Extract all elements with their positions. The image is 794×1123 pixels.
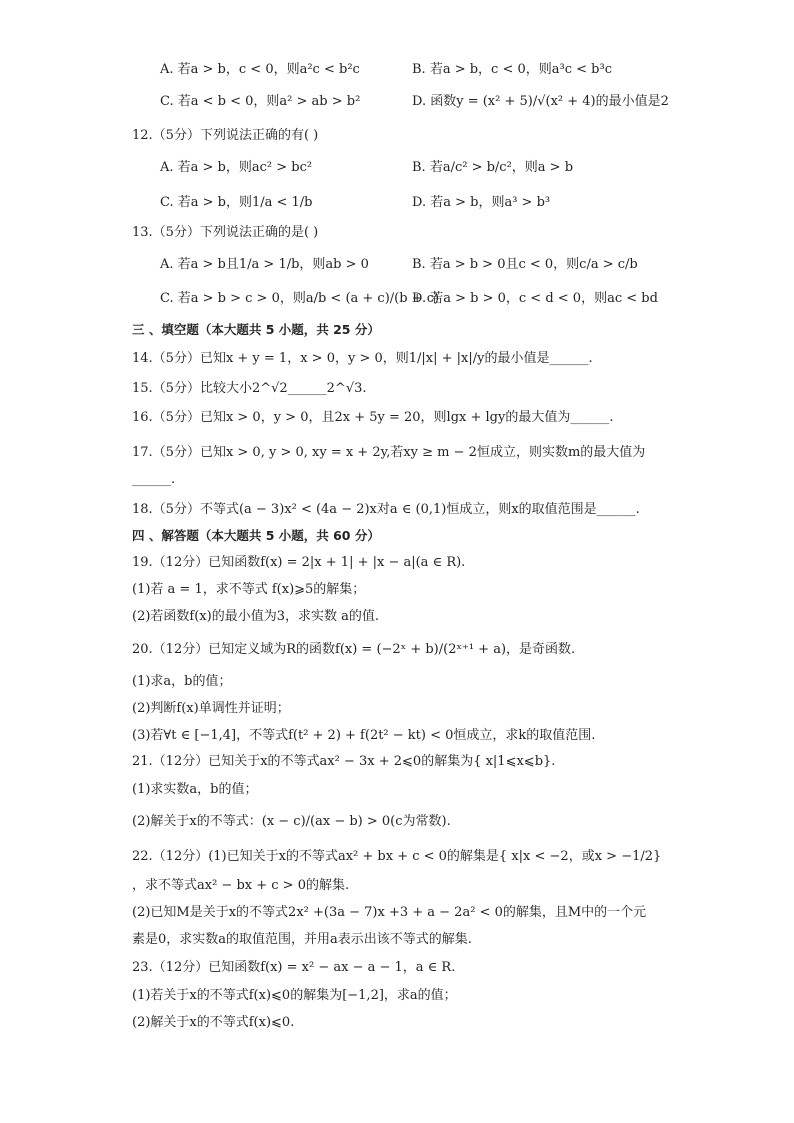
answer-option: D. 函数y = (x² + 5)/√(x² + 4)的最小值是2: [412, 94, 669, 109]
answer-option: B. 若a/c² > b/c²，则a > b: [412, 160, 574, 175]
question-line: (2)解关于x的不等式f(x)⩽0.: [132, 1015, 295, 1030]
answer-option: B. 若a > b > 0且c < 0，则c/a > c/b: [412, 257, 638, 272]
answer-option: A. 若a > b，c < 0，则a²c < b²c: [160, 62, 360, 77]
question-line: (1)求a，b的值；: [132, 674, 232, 689]
question-line: 22.（12分）(1)已知关于x的不等式ax² + bx + c < 0的解集是{ x|x < −2，或x > −1/2}: [132, 849, 662, 864]
answer-option: B. 若a > b，c < 0，则a³c < b³c: [412, 62, 612, 77]
question-line: 18.（5分）不等式(a − 3)x² < (4a − 2)x对a ∈ (0,1)恒成立，则x的取值范围是______.: [132, 502, 640, 517]
answer-option: A. 若a > b且1/a > 1/b，则ab > 0: [160, 257, 369, 272]
section-heading: 四 、解答题（本大题共 5 小题，共 60 分）: [132, 528, 380, 543]
section-heading: 三 、填空题（本大题共 5 小题，共 25 分）: [132, 322, 380, 337]
question-line: 23.（12分）已知函数f(x) = x² − ax − a − 1，a ∈ R.: [132, 960, 456, 975]
question-line: (1)若 a = 1，求不等式 f(x)⩾5的解集；: [132, 582, 366, 597]
question-line: 14.（5分）已知x + y = 1，x > 0，y > 0，则1/|x| + |x|/y的最小值是______.: [132, 351, 593, 366]
question-line: ______.: [132, 472, 176, 487]
answer-option: C. 若a < b < 0，则a² > ab > b²: [160, 94, 361, 109]
question-line: 20.（12分）已知定义域为R的函数f(x) = (−2ˣ + b)/(2ˣ⁺¹ + a)，是奇函数.: [132, 642, 576, 657]
answer-option: A. 若a > b，则ac² > bc²: [160, 160, 313, 175]
answer-option: D. 若a > b > 0，c < d < 0，则ac < bd: [412, 291, 658, 306]
question-line: 17.（5分）已知x > 0, y > 0, xy = x + 2y,若xy ≥ m − 2恒成立，则实数m的最大值为: [132, 445, 646, 460]
answer-option: C. 若a > b，则1/a < 1/b: [160, 195, 313, 210]
question-line: (3)若∀t ∈ [−1,4]，不等式f(t² + 2) + f(2t² − kt) < 0恒成立，求k的取值范围.: [132, 728, 596, 743]
question-line: 15.（5分）比较大小2^√2______2^√3.: [132, 381, 367, 396]
question-line: 19.（12分）已知函数f(x) = 2|x + 1| + |x − a|(a ∈ R).: [132, 555, 466, 570]
question-line: ，求不等式ax² − bx + c > 0的解集.: [132, 878, 350, 893]
answer-option: D. 若a > b，则a³ > b³: [412, 195, 551, 210]
question-line: (2)解关于x的不等式：(x − c)/(ax − b) > 0(c为常数).: [132, 814, 451, 829]
question-line: (1)若关于x的不等式f(x)⩽0的解集为[−1,2]，求a的值；: [132, 988, 457, 1003]
question-line: (2)已知M是关于x的不等式2x² +(3a − 7)x +3 + a − 2a² < 0的解集，且M中的一个元: [132, 905, 647, 920]
question-line: 素是0，求实数a的取值范围，并用a表示出该不等式的解集.: [132, 932, 472, 947]
question-line: (2)若函数f(x)的最小值为3，求实数 a的值.: [132, 609, 379, 624]
answer-option: C. 若a > b > c > 0，则a/b < (a + c)/(b + c): [160, 291, 440, 306]
question-line: 13.（5分）下列说法正确的是( ): [132, 225, 319, 240]
question-line: (1)求实数a，b的值；: [132, 782, 258, 797]
question-line: 12.（5分）下列说法正确的有( ): [132, 128, 319, 143]
question-line: (2)判断f(x)单调性并证明；: [132, 701, 290, 716]
question-line: 21.（12分）已知关于x的不等式ax² − 3x + 2⩽0的解集为{ x|1⩽x⩽b}.: [132, 754, 556, 769]
question-line: 16.（5分）已知x > 0，y > 0，且2x + 5y = 20，则lgx + lgy的最大值为______.: [132, 410, 614, 425]
